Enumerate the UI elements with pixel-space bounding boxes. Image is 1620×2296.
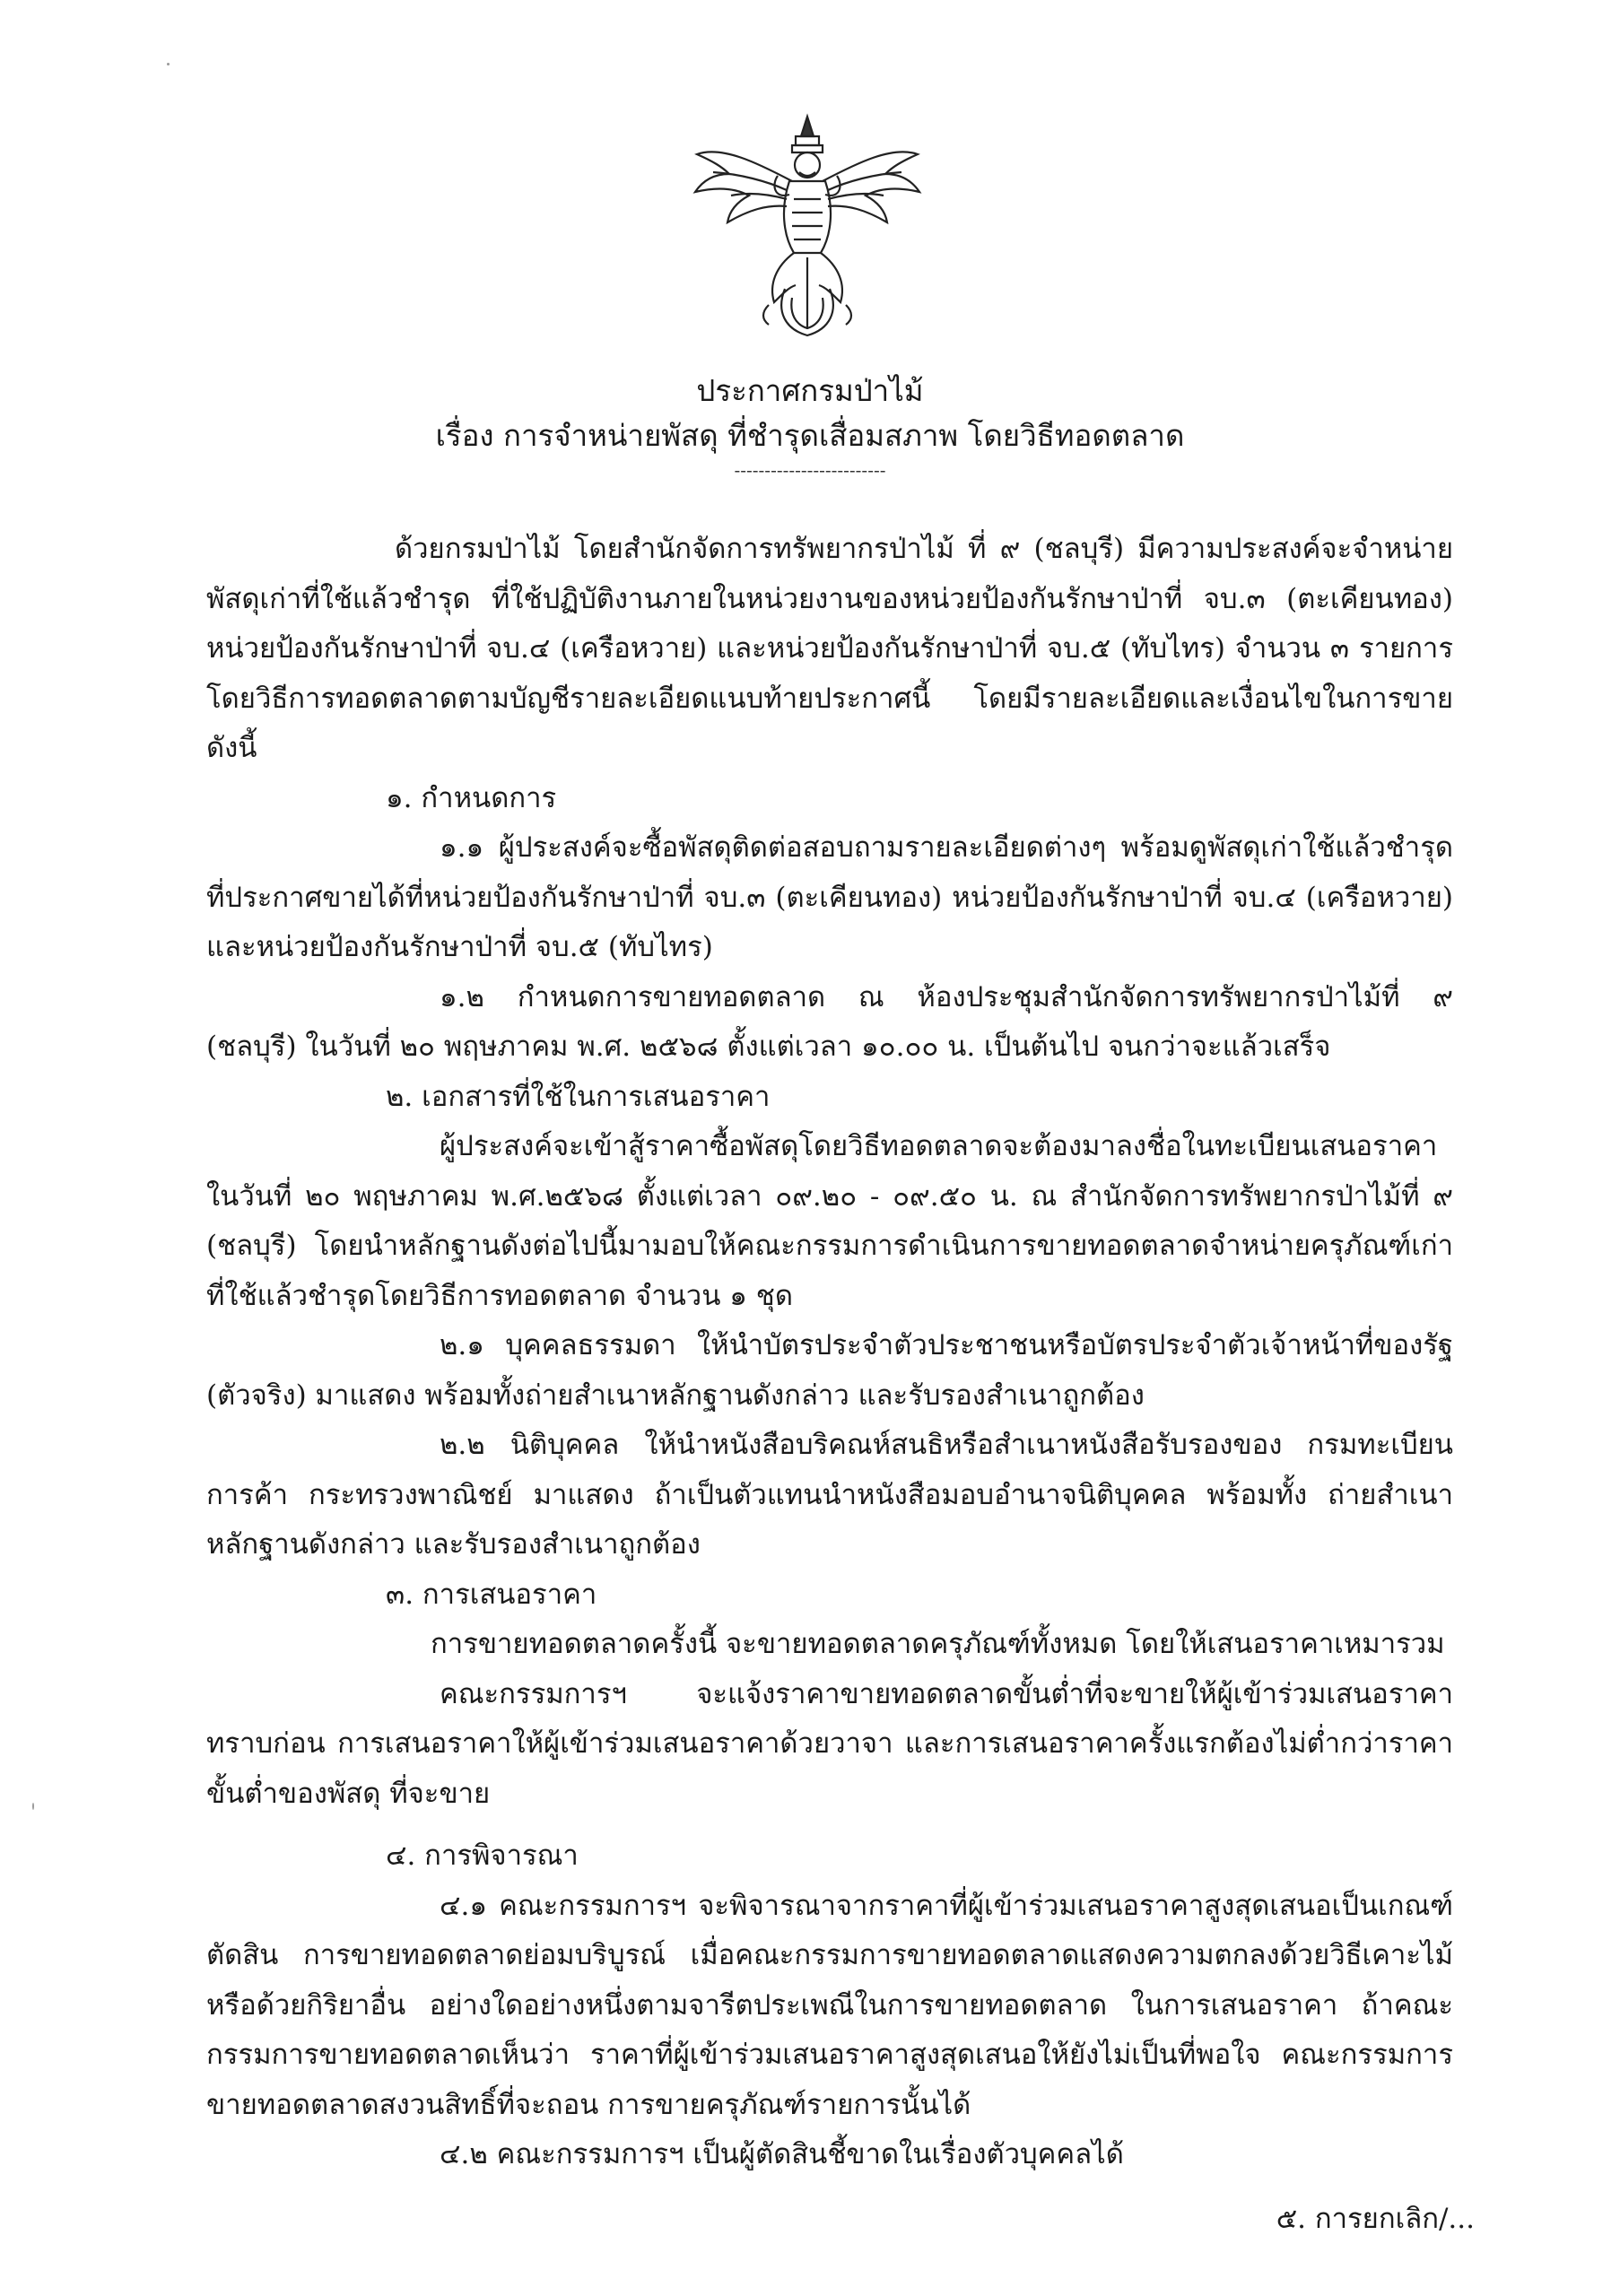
document-subject: เรื่อง การจำหน่ายพัสดุ ที่ชำรุดเสื่อมสภาพ โดยวิธีทอดตลาด [435,418,1185,453]
section-heading-2: ๒. เอกสารที่ใช้ในการเสนอราคา [386,1080,771,1113]
document-body [206,525,1453,2180]
scan-speck [32,1803,34,1810]
clause-2-1: ๒.๑ บุคคลธรรมดา ให้นำบัตรประจำตัวประชาชนหรือบัตรประจำตัวเจ้าหน้าที่ของรัฐ (ตัวจริง) มาแสดง พร้อมทั้งถ่ายสำเนาหลักฐานดังกล่าว และรับรองสำเนาถูกต้อง [206,1329,1453,1412]
section-heading-4: ๔. การพิจารณา [386,1839,579,1872]
clause-4-1: ๔.๑ คณะกรรมการฯ จะพิจารณาจากราคาที่ผู้เข้าร่วมเสนอราคาสูงสุดเสนอเป็นเกณฑ์ตัดสิน การขายทอดตลาดย่อมบริบูรณ์ เมื่อคณะกรรมการขายทอดตลาดแสดงความตกลงด้วยวิธีเคาะไม้หรือด้วยกิริยาอื่น อย่างใดอย่างหนึ่งตามจารีตประเพณีในการขายทอดตลาด ในการเสนอราคา ถ้าคณะกรรมการขายทอดตลาดเห็นว่า ราคาที่ผู้เข้าร่วมเสนอราคาสูงสุดเสนอให้ยังไม่เป็นที่พอใจ คณะกรรมการ ขายทอดตลาดสงวนสิทธิ์ที่จะถอน การขายครุภัณฑ์รายการนั้นได้ [206,1889,1453,2121]
continuation-marker: ๕. การยกเลิก/... [1276,2203,1475,2235]
section-3-paragraph-1: การขายทอดตลาดครั้งนี้ จะขายทอดตลาดครุภัณฑ์ทั้งหมด โดยให้เสนอราคาเหมารวม [431,1628,1445,1660]
clause-4-2: ๔.๒ คณะกรรมการฯ เป็นผู้ตัดสินชี้ขาดในเรื่องตัวบุคคลได้ [440,2138,1124,2170]
section-2-paragraph: ผู้ประสงค์จะเข้าสู้ราคาซื้อพัสดุโดยวิธีทอดตลาดจะต้องมาลงชื่อในทะเบียนเสนอราคา ในวันที่ ๒๐ พฤษภาคม พ.ศ.๒๕๖๘ ตั้งแต่เวลา ๐๙.๒๐ - ๐๙.๕๐ น. ณ สำนักจัดการทรัพยากรป่าไม้ที่ ๙ (ชลบุรี) โดยนำหลักฐานดังต่อไปนี้มามอบให้คณะกรรมการดำเนินการขายทอดตลาดจำหน่ายครุภัณฑ์เก่าที่ใช้แล้วชำรุดโดยวิธีการทอดตลาด จำนวน ๑ ชุด [206,1130,1453,1312]
intro-paragraph: ด้วยกรมป่าไม้ โดยสำนักจัดการทรัพยากรป่าไม้ ที่ ๙ (ชลบุรี) มีความประสงค์จะจำหน่ายพัสดุเก่าที่ใช้แล้วชำรุด ที่ใช้ปฏิบัติงานภายในหน่วยงานของหน่วยป้องกันรักษาป่าที่ จบ.๓ (ตะเคียนทอง) หน่วยป้องกันรักษาป่าที่ จบ.๔ (เครือหวาย) และหน่วยป้องกันรักษาป่าที่ จบ.๕ (ทับไทร) จำนวน ๓ รายการ โดยวิธีการทอดตลาดตามบัญชีรายละเอียดแนบท้ายประกาศนี้ โดยมีรายละเอียดและเงื่อนไขในการขายดังนี้ [206,533,1453,764]
scan-speck [167,63,170,65]
section-heading-3: ๓. การเสนอราคา [386,1578,597,1611]
garuda-emblem-icon [686,109,928,343]
section-heading-1: ๑. กำหนดการ [386,781,557,814]
clause-2-2: ๒.๒ นิติบุคคล ให้นำหนังสือบริคณห์สนธิหรือสำเนาหนังสือรับรองของ กรมทะเบียน การค้า กระทรวงพาณิชย์ มาแสดง ถ้าเป็นตัวแทนนำหนังสือมอบอำนาจนิติบุคคล พร้อมทั้ง ถ่ายสำเนา หลักฐานดังกล่าว และรับรองสำเนาถูกต้อง [206,1429,1453,1561]
document-title: ประกาศกรมป่าไม้ [696,373,924,408]
clause-1-2: ๑.๒ กำหนดการขายทอดตลาด ณ ห้องประชุมสำนักจัดการทรัพยากรป่าไม้ที่ ๙ (ชลบุรี) ในวันที่ ๒๐ พฤษภาคม พ.ศ. ๒๕๖๘ ตั้งแต่เวลา ๑๐.๐๐ น. เป็นต้นไป จนกว่าจะแล้วเสร็จ [206,980,1453,1063]
clause-1-1: ๑.๑ ผู้ประสงค์จะซื้อพัสดุติดต่อสอบถามรายละเอียดต่างๆ พร้อมดูพัสดุเก่าใช้แล้วชำรุด ที่ประกาศขายได้ที่หน่วยป้องกันรักษาป่าที่ จบ.๓ (ตะเคียนทอง) หน่วยป้องกันรักษาป่าที่ จบ.๔ (เครือหวาย) และหน่วยป้องกันรักษาป่าที่ จบ.๕ (ทับไทร) [206,831,1453,963]
section-3-paragraph-2: คณะกรรมการฯ จะแจ้งราคาขายทอดตลาดขั้นต่ำที่จะขายให้ผู้เข้าร่วมเสนอราคาทราบก่อน การเสนอราคาให้ผู้เข้าร่วมเสนอราคาด้วยวาจา และการเสนอราคาครั้งแรกต้องไม่ต่ำกว่าราคาขั้นต่ำของพัสดุ ที่จะขาย [206,1677,1453,1810]
title-divider: ------------------------- [734,459,886,481]
